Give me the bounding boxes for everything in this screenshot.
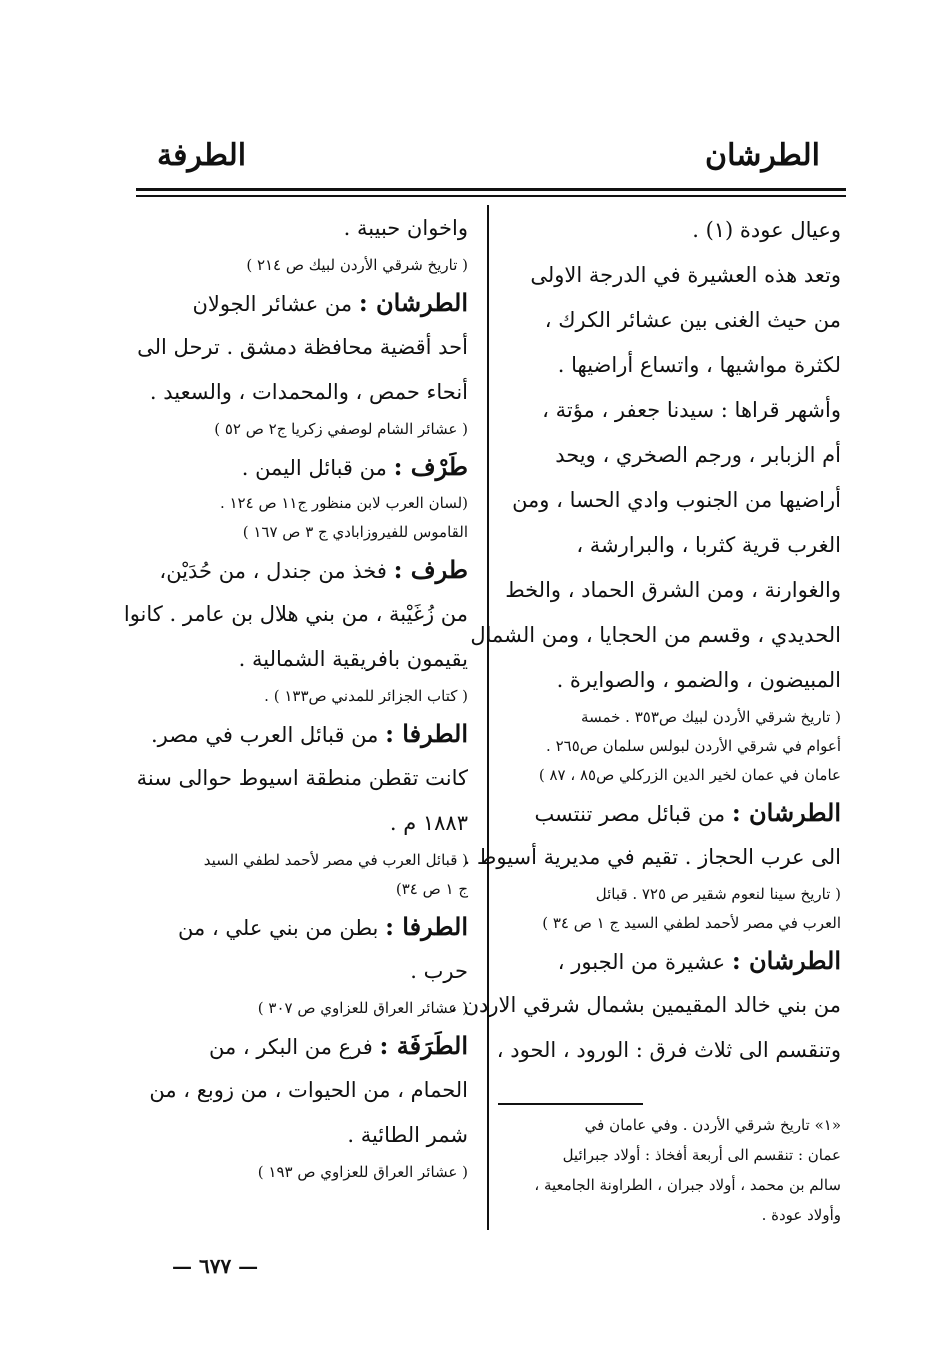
line-text: أعوام في شرقي الأردن لبولس سلمان ص٢٦٥ . bbox=[546, 737, 841, 755]
line-text: الحديدي ، وقسم من الحجايا ، ومن الشمال bbox=[470, 623, 841, 647]
line-text: ( تاريخ سينا لنعوم شقير ص ٧٢٥ . قبائل bbox=[595, 885, 841, 903]
line-text: الغرب قرية كثربا ، والبرارشة ، bbox=[576, 533, 841, 557]
text-line bbox=[497, 298, 841, 343]
line-text: أراضيها من الجنوب وادي الحسا ، ومن bbox=[512, 488, 841, 512]
reference-line bbox=[128, 994, 468, 1023]
reference-line bbox=[497, 880, 841, 909]
reference-line bbox=[497, 761, 841, 790]
entry-heading-line bbox=[497, 938, 841, 983]
entry-term: الطرفا : bbox=[385, 912, 468, 941]
entry-term: الطَرَفَة : bbox=[379, 1031, 468, 1060]
entry-heading-line bbox=[497, 790, 841, 835]
entry-heading-line bbox=[128, 547, 468, 592]
line-text: وعيال عودة (١) . bbox=[692, 218, 841, 242]
line-text: وتنقسم الى ثلاث فرق : الورود ، الحود ، bbox=[496, 1038, 841, 1062]
reference-line bbox=[128, 846, 468, 875]
line-text: عامان في عمان لخير الدين الزركلي ص٨٥ ، ٨٧ ) bbox=[538, 766, 841, 784]
line-text: العرب في مصر لأحمد لطفي السيد ج ١ ص ٣٤ ) bbox=[542, 914, 841, 932]
line-text: وأشهر قراها : سيدنا جعفر ، مؤتة ، bbox=[542, 398, 841, 422]
text-line bbox=[497, 343, 841, 388]
text-line bbox=[497, 208, 841, 253]
text-line bbox=[123, 592, 468, 637]
text-line bbox=[497, 658, 841, 703]
line-text: لكثرة مواشيها ، واتساع أراضيها . bbox=[557, 353, 841, 377]
line-text: ١٨٨٣ م . bbox=[389, 811, 468, 835]
line-text: الحمام ، من الحيوات ، من زوبع ، من bbox=[149, 1078, 468, 1102]
line-text: بطن من بني علي ، من bbox=[178, 916, 386, 940]
reference-line bbox=[128, 1158, 468, 1187]
text-line bbox=[128, 325, 468, 370]
reference-line bbox=[128, 489, 468, 518]
text-line bbox=[497, 433, 841, 478]
text-line bbox=[450, 983, 841, 1028]
entry-term: طرف : bbox=[393, 555, 468, 584]
entry-heading-line bbox=[128, 280, 468, 325]
text-line bbox=[128, 1113, 468, 1158]
line-text: فرع من البكر ، من bbox=[208, 1035, 380, 1059]
line-text: المبيضون ، والضمو ، والصوايرة . bbox=[556, 668, 841, 692]
line-text: الى عرب الحجاز . تقيم في مديرية أسيوط . bbox=[463, 845, 841, 869]
entry-term: الطرشان : bbox=[731, 798, 841, 827]
entry-term: الطرفا : bbox=[385, 719, 468, 748]
text-line bbox=[497, 568, 841, 613]
line-text: حرب . bbox=[410, 959, 468, 983]
footnote-line: عمان : تنقسم الى أربعة أفخاذ : أولاد جبرائيل bbox=[562, 1146, 841, 1164]
line-text: شمر الطائية . bbox=[347, 1123, 468, 1147]
line-text: فخذ من جندل ، من حُدَيْن، bbox=[159, 559, 394, 583]
line-text: ( عشائر العراق للعزاوي ص ٣٠٧ ) bbox=[257, 999, 468, 1017]
entry-term: طَرْف : bbox=[393, 452, 468, 481]
line-text: ( تاريخ شرقي الأردن لبيك ص٣٥٣ . خمسة bbox=[581, 708, 841, 726]
line-text: من بني خالد المقيمين بشمال شرقي الاردن ، bbox=[450, 993, 841, 1017]
text-line bbox=[128, 1068, 468, 1113]
line-text: واخوان حبيبة . bbox=[343, 216, 468, 240]
text-line bbox=[128, 756, 468, 801]
line-text: أنحاء حمص ، والمحمدات ، والسعيد . bbox=[149, 380, 468, 404]
line-text: يقيمون بافريقية الشمالية . bbox=[238, 647, 468, 671]
running-header-right: الطرشان bbox=[705, 138, 820, 173]
reference-line bbox=[497, 703, 841, 732]
reference-line bbox=[497, 909, 841, 938]
line-text: القاموس للفيروزابادي ج ٣ ص ١٦٧ ) bbox=[242, 523, 468, 541]
entry-heading-line bbox=[128, 1023, 468, 1068]
reference-line bbox=[128, 875, 468, 904]
header-rule-thin bbox=[136, 195, 846, 197]
reference-line bbox=[128, 415, 468, 444]
line-text: وتعد هذه العشيرة في الدرجة الاولى bbox=[530, 263, 841, 287]
text-line bbox=[497, 253, 841, 298]
line-text: ج ١ ص ٣٤) bbox=[395, 880, 468, 898]
text-line bbox=[128, 801, 468, 846]
text-line bbox=[497, 478, 841, 523]
entry-heading-line bbox=[128, 904, 468, 949]
line-text: ( كتاب الجزائر للمدني ص١٣٣ ) . bbox=[264, 687, 468, 705]
text-line bbox=[128, 637, 468, 682]
footnote-line: وأولاد عودة . bbox=[761, 1206, 841, 1224]
text-line bbox=[128, 949, 468, 994]
header-rule bbox=[136, 188, 846, 191]
line-text: من قبائل مصر تنتسب bbox=[534, 802, 732, 826]
text-line bbox=[497, 1028, 841, 1073]
text-line bbox=[463, 835, 841, 880]
text-line bbox=[128, 370, 468, 415]
line-text: عشيرة من الجبور ، bbox=[557, 950, 732, 974]
footnote-line: سالم بن محمد ، أولاد جبران ، الطراونة الجامعية ، bbox=[534, 1176, 841, 1194]
text-line bbox=[128, 206, 468, 251]
line-text: والغوارنة ، ومن الشرق الحماد ، والخط bbox=[505, 578, 841, 602]
entry-heading-line bbox=[128, 444, 468, 489]
entry-term: الطرشان : bbox=[731, 946, 841, 975]
reference-line bbox=[128, 518, 468, 547]
line-text: ( قبائل العرب في مصر لأحمد لطفي السيد bbox=[203, 851, 468, 869]
footnote-rule bbox=[498, 1103, 643, 1105]
line-text: من عشائر الجولان bbox=[192, 292, 359, 316]
line-text: ( تاريخ شرقي الأردن لبيك ص ٢١٤ ) bbox=[246, 256, 468, 274]
line-text: أحد أقضية محافظة دمشق . ترحل الى bbox=[137, 335, 468, 359]
running-header-left: الطرفة bbox=[157, 138, 247, 173]
line-text: من قبائل العرب في مصر. bbox=[150, 723, 386, 747]
text-line bbox=[497, 523, 841, 568]
page-number: — ٦٧٧ — bbox=[172, 1254, 259, 1278]
footnote-line: «١» تاريخ شرقي الأردن . وفي عامان في bbox=[584, 1116, 841, 1134]
entry-heading-line bbox=[128, 711, 468, 756]
column-divider bbox=[487, 205, 489, 1230]
line-text: من حيث الغنى بين عشائر الكرك ، bbox=[544, 308, 841, 332]
line-text: (لسان العرب لابن منظور ج١١ ص ١٢٤ . bbox=[219, 494, 468, 512]
text-line bbox=[470, 613, 841, 658]
text-line bbox=[497, 388, 841, 433]
left-column bbox=[123, 206, 468, 1187]
reference-line bbox=[128, 682, 468, 711]
right-column bbox=[450, 208, 841, 1073]
line-text: ( عشائر العراق للعزاوي ص ١٩٣ ) bbox=[257, 1163, 468, 1181]
line-text: من زُغَيْبة ، من بني هلال بن عامر . كانوا bbox=[123, 602, 468, 626]
footnote bbox=[497, 1110, 841, 1230]
entry-term: الطرشان : bbox=[358, 288, 468, 317]
reference-line bbox=[497, 732, 841, 761]
reference-line bbox=[128, 251, 468, 280]
line-text: ( عشائر الشام لوصفي زكريا ج٢ ص ٥٢ ) bbox=[214, 420, 468, 438]
line-text: من قبائل اليمن . bbox=[241, 456, 394, 480]
line-text: أم الزبابر ، ورجم الصخري ، ويحد bbox=[555, 443, 841, 467]
line-text: كانت تقطن منطقة اسيوط حوالى سنة bbox=[136, 766, 468, 790]
